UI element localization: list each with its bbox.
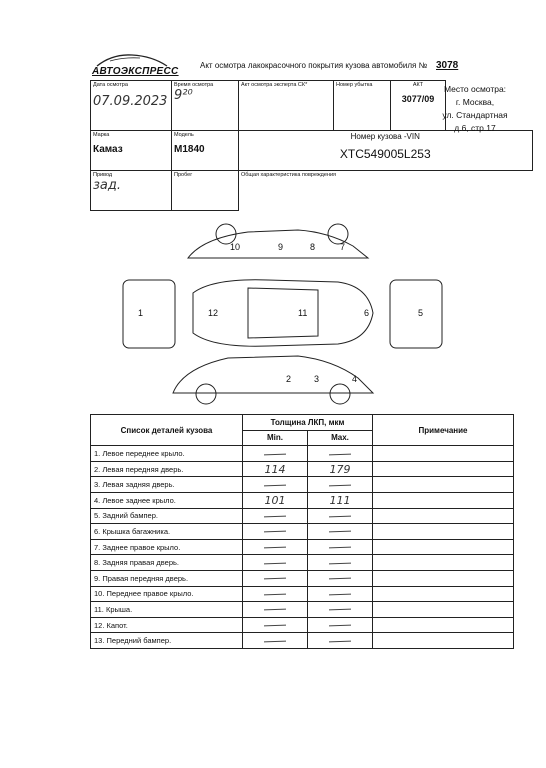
diagram-label-1: 1 [138,308,144,318]
dash-mark [329,609,351,611]
dash-mark [329,531,351,533]
dash-mark [329,625,351,627]
dash-mark [264,625,286,627]
part-name: 7. Заднее правое крыло. [91,539,243,555]
part-name: 4. Левое заднее крыло. [91,492,243,508]
table-row [91,617,514,633]
damage-cell [239,171,533,211]
drive-cell [91,171,172,211]
act-title: Акт осмотра лакокрасочного покрытия кузова автомобиля № [200,61,428,70]
company-logo [92,52,179,77]
act-number: 3078 [436,60,459,71]
table-row [91,477,514,493]
table-row [91,570,514,586]
car-rear-outline [390,280,442,348]
diagram-label-11: 11 [298,308,308,318]
table-row [91,461,514,477]
diagram-label-10: 10 [230,242,241,252]
dash-mark [329,515,351,517]
place-line2: ул. Стандартная [442,110,508,120]
col-note-header: Примечание [373,415,514,446]
loss-cell [334,81,391,131]
date-label: Дата осмотра [93,82,128,88]
diagram-label-4: 4 [352,374,358,384]
col-thickness-header: Толщина ЛКП, мкм [243,415,373,431]
col-min-header: Min. [243,430,308,446]
diagram-label-8: 8 [310,242,316,252]
dash-mark [264,484,286,486]
dash-mark [264,453,286,455]
time-label: Время осмотра [174,82,214,88]
time-cell [172,81,239,131]
time-value: 9²⁰ [174,88,193,103]
act-label: АКТ [412,82,424,88]
diagram-label-7: 7 [340,242,346,252]
place-line3: д.6, стр.17 [454,123,496,133]
thickness-value: 111 [329,493,351,507]
part-name: 9. Правая передняя дверь. [91,570,243,586]
part-name: 3. Левая задняя дверь. [91,477,243,493]
part-name: 6. Крышка багажника. [91,524,243,540]
thickness-value: 114 [264,462,286,476]
table-row [91,555,514,571]
part-name: 5. Задний бампер. [91,508,243,524]
drive-value: зад. [93,178,121,193]
car-left-side-outline [173,356,373,393]
drive-label: Привод [93,172,113,178]
date-value: 07.09.2023 [93,94,168,109]
thickness-value: 179 [329,462,351,476]
brand-value: Камаз [93,144,123,155]
table-row [91,446,514,462]
dash-mark [329,484,351,486]
parts-table [90,414,514,649]
dash-mark [329,593,351,595]
mileage-cell [172,171,239,211]
vin-cell [239,131,533,171]
diagram-label-3: 3 [314,374,320,384]
logo-text: АВТОЭКСПРЕСС [92,66,179,77]
place-block [424,83,526,135]
dash-mark [329,562,351,564]
act-value: 3077/09 [401,94,435,104]
date-cell [91,81,172,131]
col-parts-header: Список деталей кузова [91,415,243,446]
diagram-label-2: 2 [286,374,292,384]
part-name: 10. Переднее правое крыло. [91,586,243,602]
vin-value: XTC549005L253 [339,147,431,161]
dash-mark [329,547,351,549]
dash-mark [264,640,286,642]
thickness-value: 101 [264,493,286,507]
vin-label: Номер кузова -VIN [350,132,420,141]
part-name: 11. Крыша. [91,602,243,618]
table-row [91,508,514,524]
dash-mark [264,562,286,564]
table-row [91,586,514,602]
dash-mark [264,609,286,611]
dash-mark [264,515,286,517]
table-row [91,539,514,555]
model-label: Модель [174,132,194,138]
expert-cell [239,81,334,131]
dash-mark [264,578,286,580]
part-name: 2. Левая передняя дверь. [91,461,243,477]
diagram-label-5: 5 [418,308,424,318]
car-body-diagram [118,218,458,406]
diagram-label-6: 6 [364,308,370,318]
mileage-label: Пробег [174,172,193,178]
car-top-outline [193,280,373,346]
dash-mark [329,578,351,580]
part-name: 13. Передний бампер. [91,633,243,649]
damage-label: Общая характеристика повреждения [241,172,337,178]
table-row [91,633,514,649]
place-label: Место осмотра: [443,84,507,94]
table-row [91,524,514,540]
dash-mark [264,547,286,549]
model-value: M1840 [174,144,205,155]
table-row [91,602,514,618]
dash-mark [264,531,286,533]
table-row [91,492,514,508]
diagram-label-12: 12 [208,308,219,318]
part-name: 8. Задняя правая дверь. [91,555,243,571]
dash-mark [329,640,351,642]
dash-mark [264,593,286,595]
expert-label: Акт осмотра эксперта СК* [241,82,308,88]
dash-mark [329,453,351,455]
part-name: 12. Капот. [91,617,243,633]
brand-label: Марка [93,132,110,138]
loss-label: Номер убытка [336,82,373,88]
model-cell [172,131,239,171]
part-name: 1. Левое переднее крыло. [91,446,243,462]
place-line1: г. Москва, [455,97,495,107]
car-front-outline [123,280,175,348]
diagram-label-9: 9 [278,242,284,252]
brand-cell [91,131,172,171]
col-max-header: Max. [308,430,373,446]
